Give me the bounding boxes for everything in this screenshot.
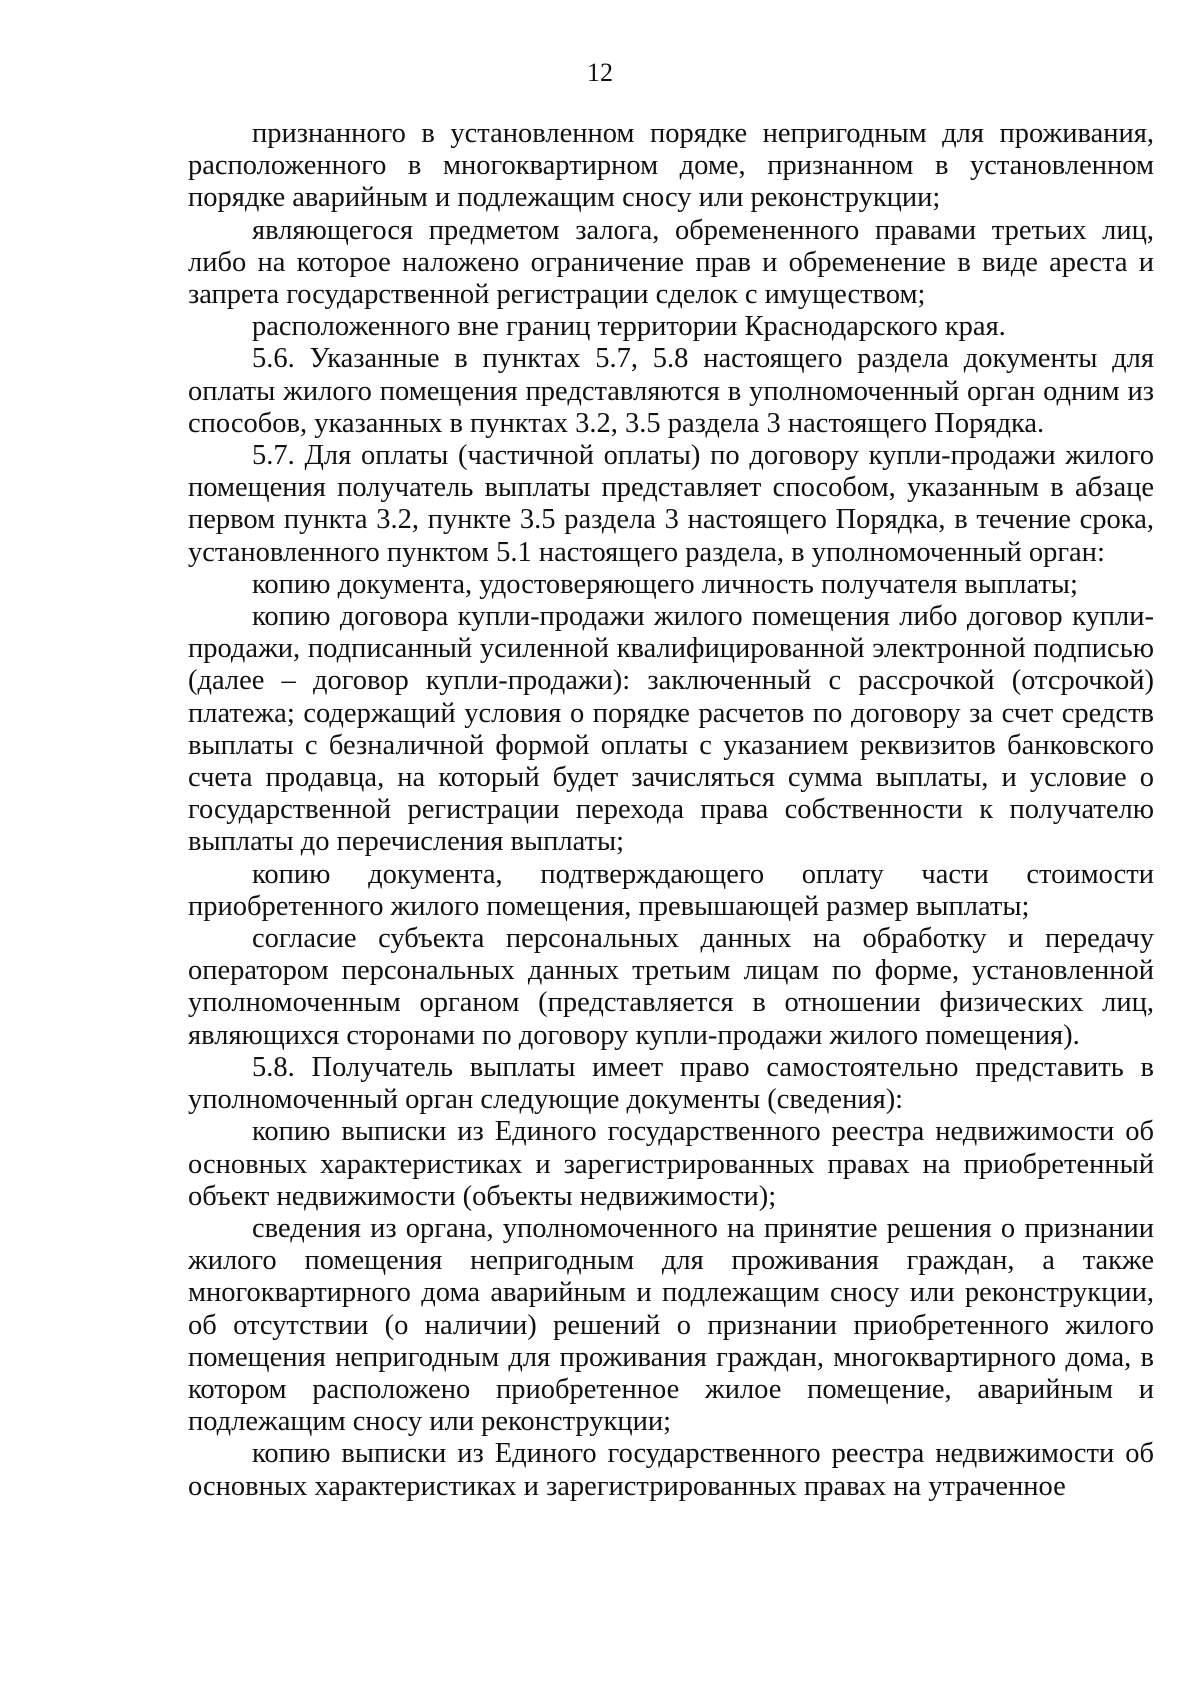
- paragraph: согласие субъекта персональных данных на обработку и передачу оператором персональных данных третьим лицам по форме, установленной уполномоченным органом (представляется в отношении физических лиц, являющихся сторонами по договору купли-продажи жилого помещения).: [188, 923, 1154, 1051]
- paragraph: 5.7. Для оплаты (частичной оплаты) по договору купли-продажи жилого помещения получатель выплаты представляет способом, указанным в абзаце первом пункта 3.2, пункте 3.5 раздела 3 настоящего Порядка, в течение срока, установленного пунктом 5.1 настоящего раздела, в уполномоченный орган:: [188, 440, 1154, 568]
- paragraph: копию договора купли-продажи жилого помещения либо договор купли-продажи, подписанный усиленной квалифицированной электронной подписью (далее – договор купли-продажи): заключенный с рассрочкой (отсрочкой) платежа; содержащий условия о порядке расчетов по договору за счет средств выплаты с безналичной формой оплаты с указанием реквизитов банковского счета продавца, на который будет зачисляться сумма выплаты, и условие о государственной регистрации перехода права собственности к получателю выплаты до перечисления выплаты;: [188, 601, 1154, 858]
- document-body: [188, 118, 1154, 1503]
- paragraph: являющегося предметом залога, обремененного правами третьих лиц, либо на которое наложено ограничение прав и обременение в виде ареста и запрета государственной регистрации сделок с имуществом;: [188, 214, 1154, 311]
- paragraph: копию выписки из Единого государственного реестра недвижимости об основных характеристиках и зарегистрированных правах на утраченное: [188, 1438, 1154, 1502]
- paragraph: 5.6. Указанные в пунктах 5.7, 5.8 настоящего раздела документы для оплаты жилого помещения представляются в уполномоченный орган одним из способов, указанных в пунктах 3.2, 3.5 раздела 3 настоящего Порядка.: [188, 343, 1154, 439]
- paragraph: признанного в установленном порядке непригодным для проживания, расположенного в многоквартирном доме, признанном в установленном порядке аварийным и подлежащим сносу или реконструкции;: [188, 118, 1154, 214]
- paragraph: копию документа, удостоверяющего личность получателя выплаты;: [252, 568, 1078, 600]
- paragraph: сведения из органа, уполномоченного на принятие решения о признании жилого помещения непригодным для проживания граждан, а также многоквартирного дома аварийным и подлежащим сносу или реконструкции, об отсутствии (о наличии) решений о признании приобретенного жилого помещения непригодным для проживания граждан, многоквартирного дома, в котором расположено приобретенное жилое помещение, аварийным и подлежащим сносу или реконструкции;: [188, 1212, 1154, 1438]
- paragraph: копию документа, подтверждающего оплату части стоимости приобретенного жилого помещения, превышающей размер выплаты;: [188, 858, 1154, 922]
- page-number: 12: [587, 58, 613, 87]
- paragraph: расположенного вне границ территории Краснодарского края.: [252, 311, 1006, 343]
- paragraph: 5.8. Получатель выплаты имеет право самостоятельно представить в уполномоченный орган следующие документы (сведения):: [188, 1051, 1154, 1116]
- paragraph: копию выписки из Единого государственного реестра недвижимости об основных характеристиках и зарегистрированных правах на приобретенный объект недвижимости (объекты недвижимости);: [188, 1116, 1154, 1212]
